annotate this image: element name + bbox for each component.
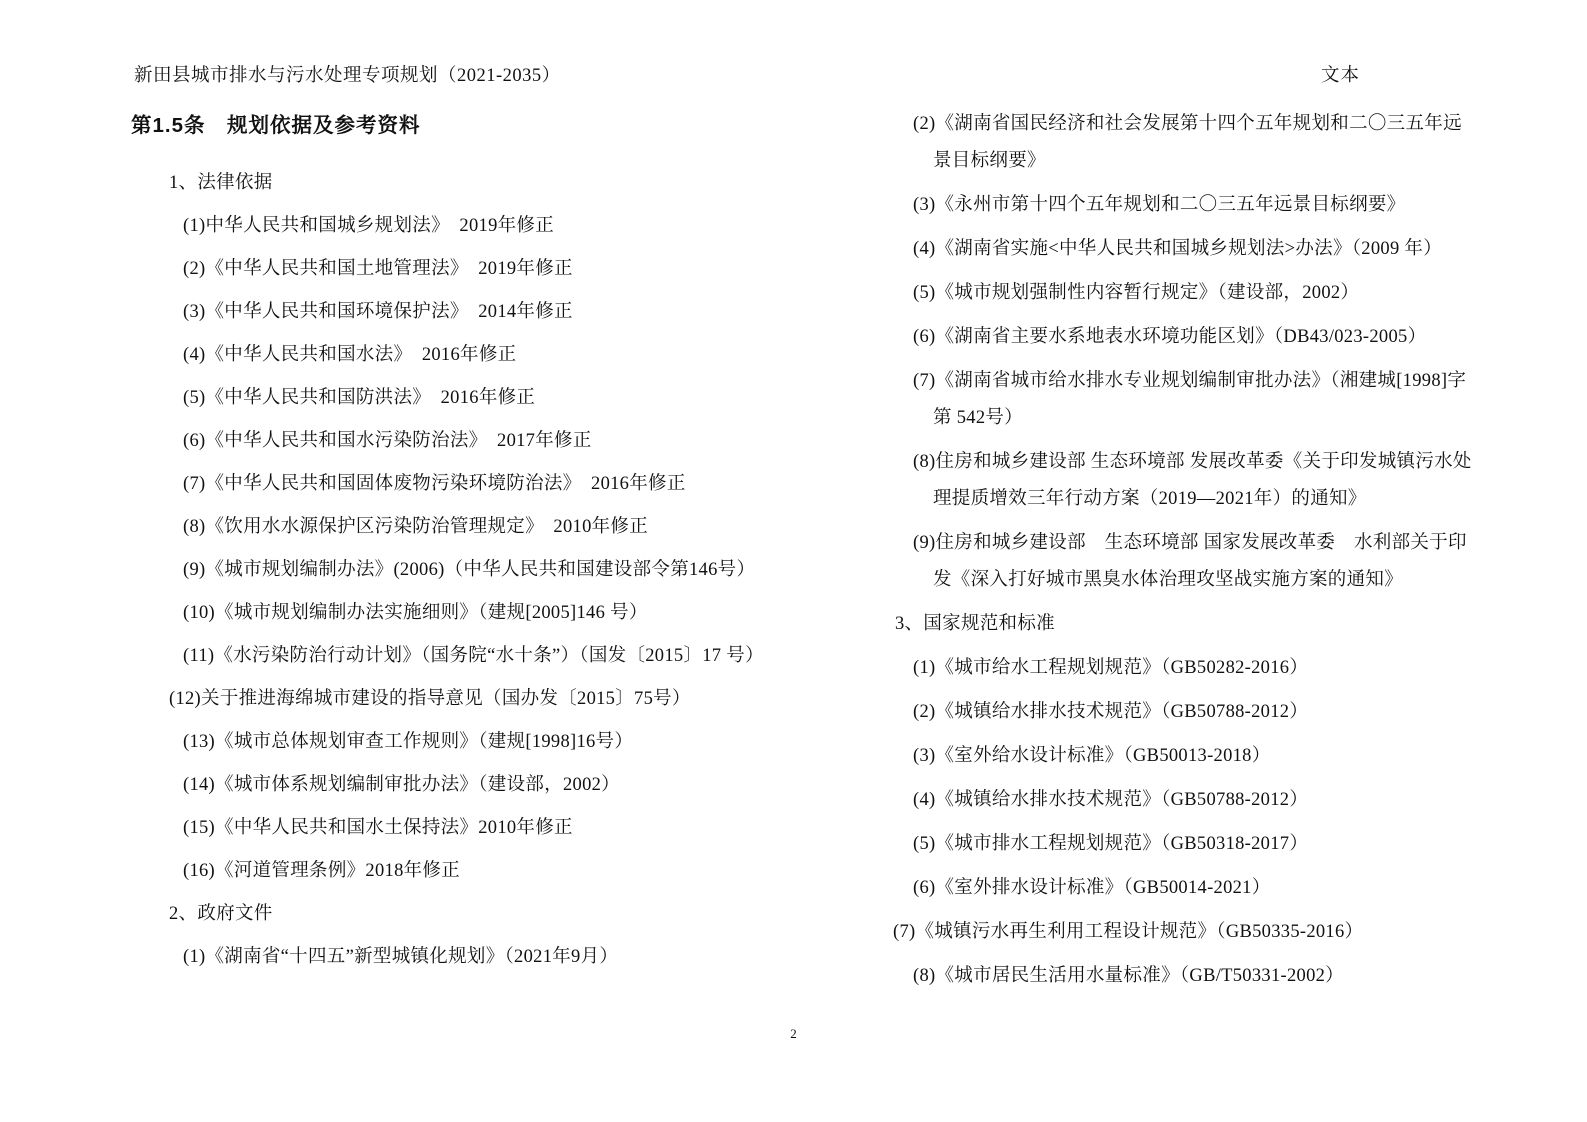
- reference-list-item: (5)《城市规划强制性内容暂行规定》（建设部，2002）: [913, 283, 1360, 303]
- list-section-label: 3、国家规范和标准: [895, 614, 1055, 634]
- reference-list-item: (7)《城镇污水再生利用工程设计规范》（GB50335-2016）: [893, 922, 1364, 942]
- reference-list-item: (4)《城镇给水排水技术规范》（GB50788-2012）: [913, 790, 1309, 810]
- reference-list-item: (2)《中华人民共和国土地管理法》 2019年修正: [183, 259, 573, 279]
- list-section-label: 1、法律依据: [169, 173, 273, 193]
- reference-list-item: (8)住房和城乡建设部 生态环境部 发展改革委《关于印发城镇污水处理提质增效三年行动方案（2019—2021年）的通知》: [913, 452, 1472, 509]
- reference-list-item: (4)《湖南省实施<中华人民共和国城乡规划法>办法》（2009 年）: [913, 239, 1443, 259]
- reference-list-item: (3)《中华人民共和国环境保护法》 2014年修正: [183, 302, 573, 322]
- left-column-reference-list: [131, 165, 783, 976]
- page-number: 2: [790, 1026, 797, 1041]
- reference-list-item: (3)《室外给水设计标准》（GB50013-2018）: [913, 746, 1271, 766]
- reference-list-item: (4)《中华人民共和国水法》 2016年修正: [183, 345, 517, 365]
- reference-list-item: (8)《城市居民生活用水量标准》（GB/T50331-2002）: [913, 966, 1344, 986]
- reference-list-item: (1)《湖南省“十四五”新型城镇化规划》（2021年9月）: [183, 947, 619, 967]
- left-column: [131, 107, 783, 982]
- reference-list-item: (12)关于推进海绵城市建设的指导意见（国办发〔2015〕75号）: [169, 689, 691, 709]
- reference-list-item: (3)《永州市第十四个五年规划和二〇三五年远景目标纲要》: [913, 195, 1406, 215]
- reference-list-item: (6)《湖南省主要水系地表水环境功能区划》（DB43/023-2005）: [913, 327, 1427, 347]
- right-column-reference-list: [893, 106, 1477, 995]
- reference-list-item: (5)《中华人民共和国防洪法》 2016年修正: [183, 388, 536, 408]
- header-doc-title: 新田县城市排水与污水处理专项规划（2021-2035）: [134, 66, 561, 86]
- reference-list-item: (8)《饮用水水源保护区污染防治管理规定》 2010年修正: [183, 517, 649, 537]
- reference-list-item: (7)《中华人民共和国固体废物污染环境防治法》 2016年修正: [183, 474, 686, 494]
- reference-list-item: (13)《城市总体规划审查工作规则》（建规[1998]16号）: [183, 732, 634, 752]
- reference-list-item: (1)中华人民共和国城乡规划法》 2019年修正: [183, 216, 555, 236]
- reference-list-item: (6)《中华人民共和国水污染防治法》 2017年修正: [183, 431, 592, 451]
- reference-list-item: (5)《城市排水工程规划规范》（GB50318-2017）: [913, 834, 1309, 854]
- reference-list-item: (9)住房和城乡建设部 生态环境部 国家发展改革委 水利部关于印发《深入打好城市黑臭水体治理攻坚战实施方案的通知》: [913, 533, 1467, 590]
- reference-list-item: (2)《湖南省国民经济和社会发展第十四个五年规划和二〇三五年远景目标纲要》: [913, 114, 1462, 171]
- reference-list-item: (9)《城市规划编制办法》(2006)（中华人民共和国建设部令第146号）: [183, 560, 756, 580]
- reference-list-item: (6)《室外排水设计标准》（GB50014-2021）: [913, 878, 1271, 898]
- reference-list-item: (15)《中华人民共和国水土保持法》2010年修正: [183, 818, 573, 838]
- reference-list-item: (2)《城镇给水排水技术规范》（GB50788-2012）: [913, 702, 1309, 722]
- list-section-label: 2、政府文件: [169, 904, 273, 924]
- right-column: [893, 106, 1477, 1002]
- reference-list-item: (14)《城市体系规划编制审批办法》（建设部，2002）: [183, 775, 620, 795]
- reference-list-item: (11)《水污染防治行动计划》（国务院“水十条”）（国发〔2015〕17 号）: [183, 646, 764, 666]
- reference-list-item: (7)《湖南省城市给水排水专业规划编制审批办法》（湘建城[1998]字第 542号）: [913, 371, 1467, 428]
- reference-list-item: (16)《河道管理条例》2018年修正: [183, 861, 461, 881]
- clause-heading: 第1.5条 规划依据及参考资料: [131, 114, 421, 137]
- reference-list-item: (10)《城市规划编制办法实施细则》（建规[2005]146 号）: [183, 603, 648, 623]
- reference-list-item: (1)《城市给水工程规划规范》（GB50282-2016）: [913, 658, 1309, 678]
- header-doc-type: 文本: [1321, 66, 1361, 86]
